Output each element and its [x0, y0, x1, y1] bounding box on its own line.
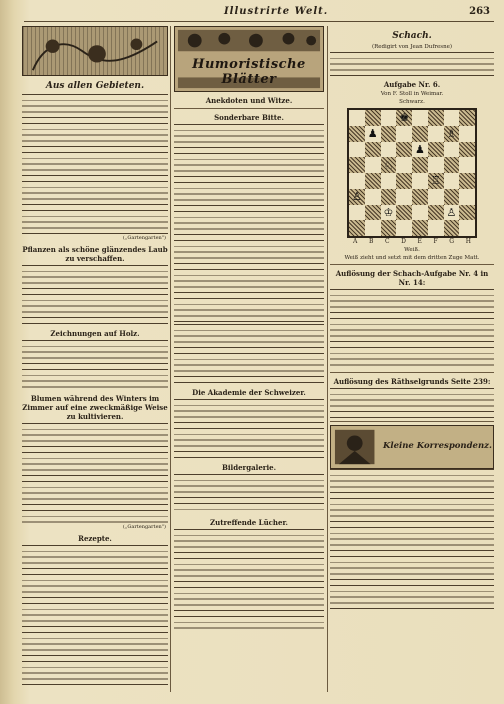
chess-square — [459, 189, 475, 205]
chess-square — [459, 173, 475, 189]
chess-square — [381, 142, 397, 158]
column-rule — [170, 26, 171, 692]
chess-square — [444, 157, 460, 173]
chess-piece: ♗ — [446, 127, 457, 141]
article-text — [174, 529, 324, 629]
chess-square — [459, 220, 475, 236]
chess-square — [349, 220, 365, 236]
solution-title: Auflösung der Schach-Aufgabe Nr. 4 in Nr. 14: — [335, 269, 489, 287]
chess-square — [365, 142, 381, 158]
chess-square — [412, 220, 428, 236]
chess-board-caption: Weiß zieht und setzt mit dem dritten Zuge Matt. — [344, 255, 480, 261]
chess-piece: ♖ — [430, 174, 441, 188]
chess-square — [349, 189, 365, 205]
chess-square — [396, 126, 412, 142]
chess-section-title: Schach. — [392, 31, 432, 41]
article-text — [22, 423, 168, 523]
article-heading: Bildergalerie. — [221, 463, 277, 472]
chess-square — [365, 205, 381, 221]
divider — [174, 108, 324, 109]
section-title: Aus allen Gebieten. — [45, 81, 145, 91]
chess-square — [349, 110, 365, 126]
article-text — [330, 52, 494, 76]
chess-square — [459, 142, 475, 158]
chess-square — [381, 173, 397, 189]
chess-file-label: A — [353, 238, 358, 245]
chess-square — [396, 157, 412, 173]
column-left — [22, 26, 168, 696]
chess-square — [412, 189, 428, 205]
chess-square — [444, 142, 460, 158]
chess-piece: ♙ — [351, 190, 362, 204]
chess-square — [428, 173, 444, 189]
chess-square — [365, 189, 381, 205]
chess-white-label: Weiß. — [404, 247, 420, 253]
chess-square — [396, 142, 412, 158]
chess-board — [347, 108, 477, 238]
chess-file-label: G — [449, 238, 455, 245]
chess-square — [349, 173, 365, 189]
chess-file-label: F — [433, 238, 438, 245]
article-heading: Zeichnungen auf Holz. — [50, 329, 140, 338]
signature: („Gartengarten") — [122, 524, 166, 530]
chess-square — [412, 173, 428, 189]
chess-square — [365, 173, 381, 189]
chess-square — [365, 220, 381, 236]
article-text — [22, 94, 168, 234]
riddle-title: Auflösung des Räthselgrunds Seite 239: — [333, 377, 491, 386]
riddle-text — [330, 388, 494, 418]
chess-square — [444, 173, 460, 189]
chess-file-label: E — [417, 238, 422, 245]
chess-piece: ♚ — [399, 111, 410, 125]
chess-task-title: Aufgabe Nr. 6. — [383, 80, 441, 89]
banner-title: Humoristische Blätter — [192, 57, 306, 87]
chess-square — [396, 173, 412, 189]
page-number: 263 — [469, 6, 490, 17]
header-title: Illustrirte Welt. — [224, 6, 329, 17]
column-right — [330, 26, 494, 696]
chess-square — [381, 157, 397, 173]
chess-square — [412, 142, 428, 158]
chess-square — [428, 110, 444, 126]
article-heading: Rezepte. — [78, 534, 112, 543]
chess-square — [459, 157, 475, 173]
divider — [330, 421, 494, 422]
chess-square — [396, 189, 412, 205]
chess-square — [365, 157, 381, 173]
article-text — [22, 340, 168, 390]
chess-square — [444, 126, 460, 142]
article-heading: Die Akademie der Schweizer. — [192, 388, 306, 397]
chess-square — [428, 189, 444, 205]
chess-files — [349, 238, 475, 245]
article-heading: Blumen während des Winters im Zimmer auf eine zweckmäßige Weise zu kultivieren. — [22, 394, 168, 421]
chess-square — [381, 189, 397, 205]
chess-square — [412, 205, 428, 221]
chess-square — [412, 126, 428, 142]
chess-square — [381, 205, 397, 221]
article-text — [174, 124, 324, 324]
solution-text — [330, 289, 494, 369]
signature: („Gartengarten") — [122, 235, 166, 241]
chess-square — [349, 142, 365, 158]
chess-square — [365, 126, 381, 142]
column-rule — [327, 26, 328, 692]
article-text — [174, 399, 324, 459]
chess-square — [381, 110, 397, 126]
chess-square — [396, 110, 412, 126]
article-heading: Pflanzen als schöne glänzendes Laub zu verschaffen. — [22, 245, 168, 263]
chess-black-label: Schwarz. — [399, 99, 425, 105]
chess-square — [444, 189, 460, 205]
chess-square — [428, 157, 444, 173]
chess-square — [365, 110, 381, 126]
chess-square — [349, 126, 365, 142]
article-text — [22, 265, 168, 325]
chess-file-label: B — [368, 238, 374, 245]
article-text — [174, 474, 324, 514]
chess-square — [428, 126, 444, 142]
humor-banner — [174, 26, 324, 92]
chess-square — [349, 157, 365, 173]
page-header — [24, 5, 494, 22]
chess-square — [396, 220, 412, 236]
chess-file-label: D — [401, 238, 406, 245]
chess-square — [459, 205, 475, 221]
correspondence-banner — [330, 425, 494, 469]
chess-square — [381, 220, 397, 236]
chess-square — [459, 126, 475, 142]
chess-square — [444, 220, 460, 236]
chess-piece: ♙ — [446, 205, 457, 219]
chess-square — [396, 205, 412, 221]
chess-square — [444, 205, 460, 221]
article-heading: Anekdoten und Witze. — [205, 96, 293, 105]
article-heading: Zutreffende Lücher. — [210, 518, 288, 527]
chess-square — [459, 110, 475, 126]
column-middle — [174, 26, 324, 696]
correspondence-text — [330, 469, 494, 609]
article-heading: Sonderbare Bitte. — [214, 113, 284, 122]
chess-square — [349, 205, 365, 221]
chess-square — [444, 110, 460, 126]
chess-square — [428, 205, 444, 221]
article-text — [174, 324, 324, 384]
chess-square — [428, 142, 444, 158]
article-text — [22, 545, 168, 685]
divider — [330, 372, 494, 373]
chess-piece: ♔ — [383, 205, 394, 219]
illustration-vignette — [22, 26, 168, 76]
chess-square — [412, 110, 428, 126]
correspondence-title: Kleine Korrespondenz. — [383, 441, 492, 451]
divider — [330, 264, 494, 265]
chess-file-label: C — [384, 238, 390, 245]
chess-square — [428, 220, 444, 236]
chess-square — [381, 126, 397, 142]
chess-piece: ♘ — [383, 158, 394, 172]
chess-piece: ♟ — [414, 142, 425, 156]
chess-square — [412, 157, 428, 173]
chess-editor: (Redigirt von Jean Dufresne) — [371, 44, 453, 50]
chess-task-author: Von F. Stoll in Weimar. — [380, 91, 444, 97]
chess-piece: ♟ — [367, 127, 378, 141]
chess-file-label: H — [465, 238, 471, 245]
